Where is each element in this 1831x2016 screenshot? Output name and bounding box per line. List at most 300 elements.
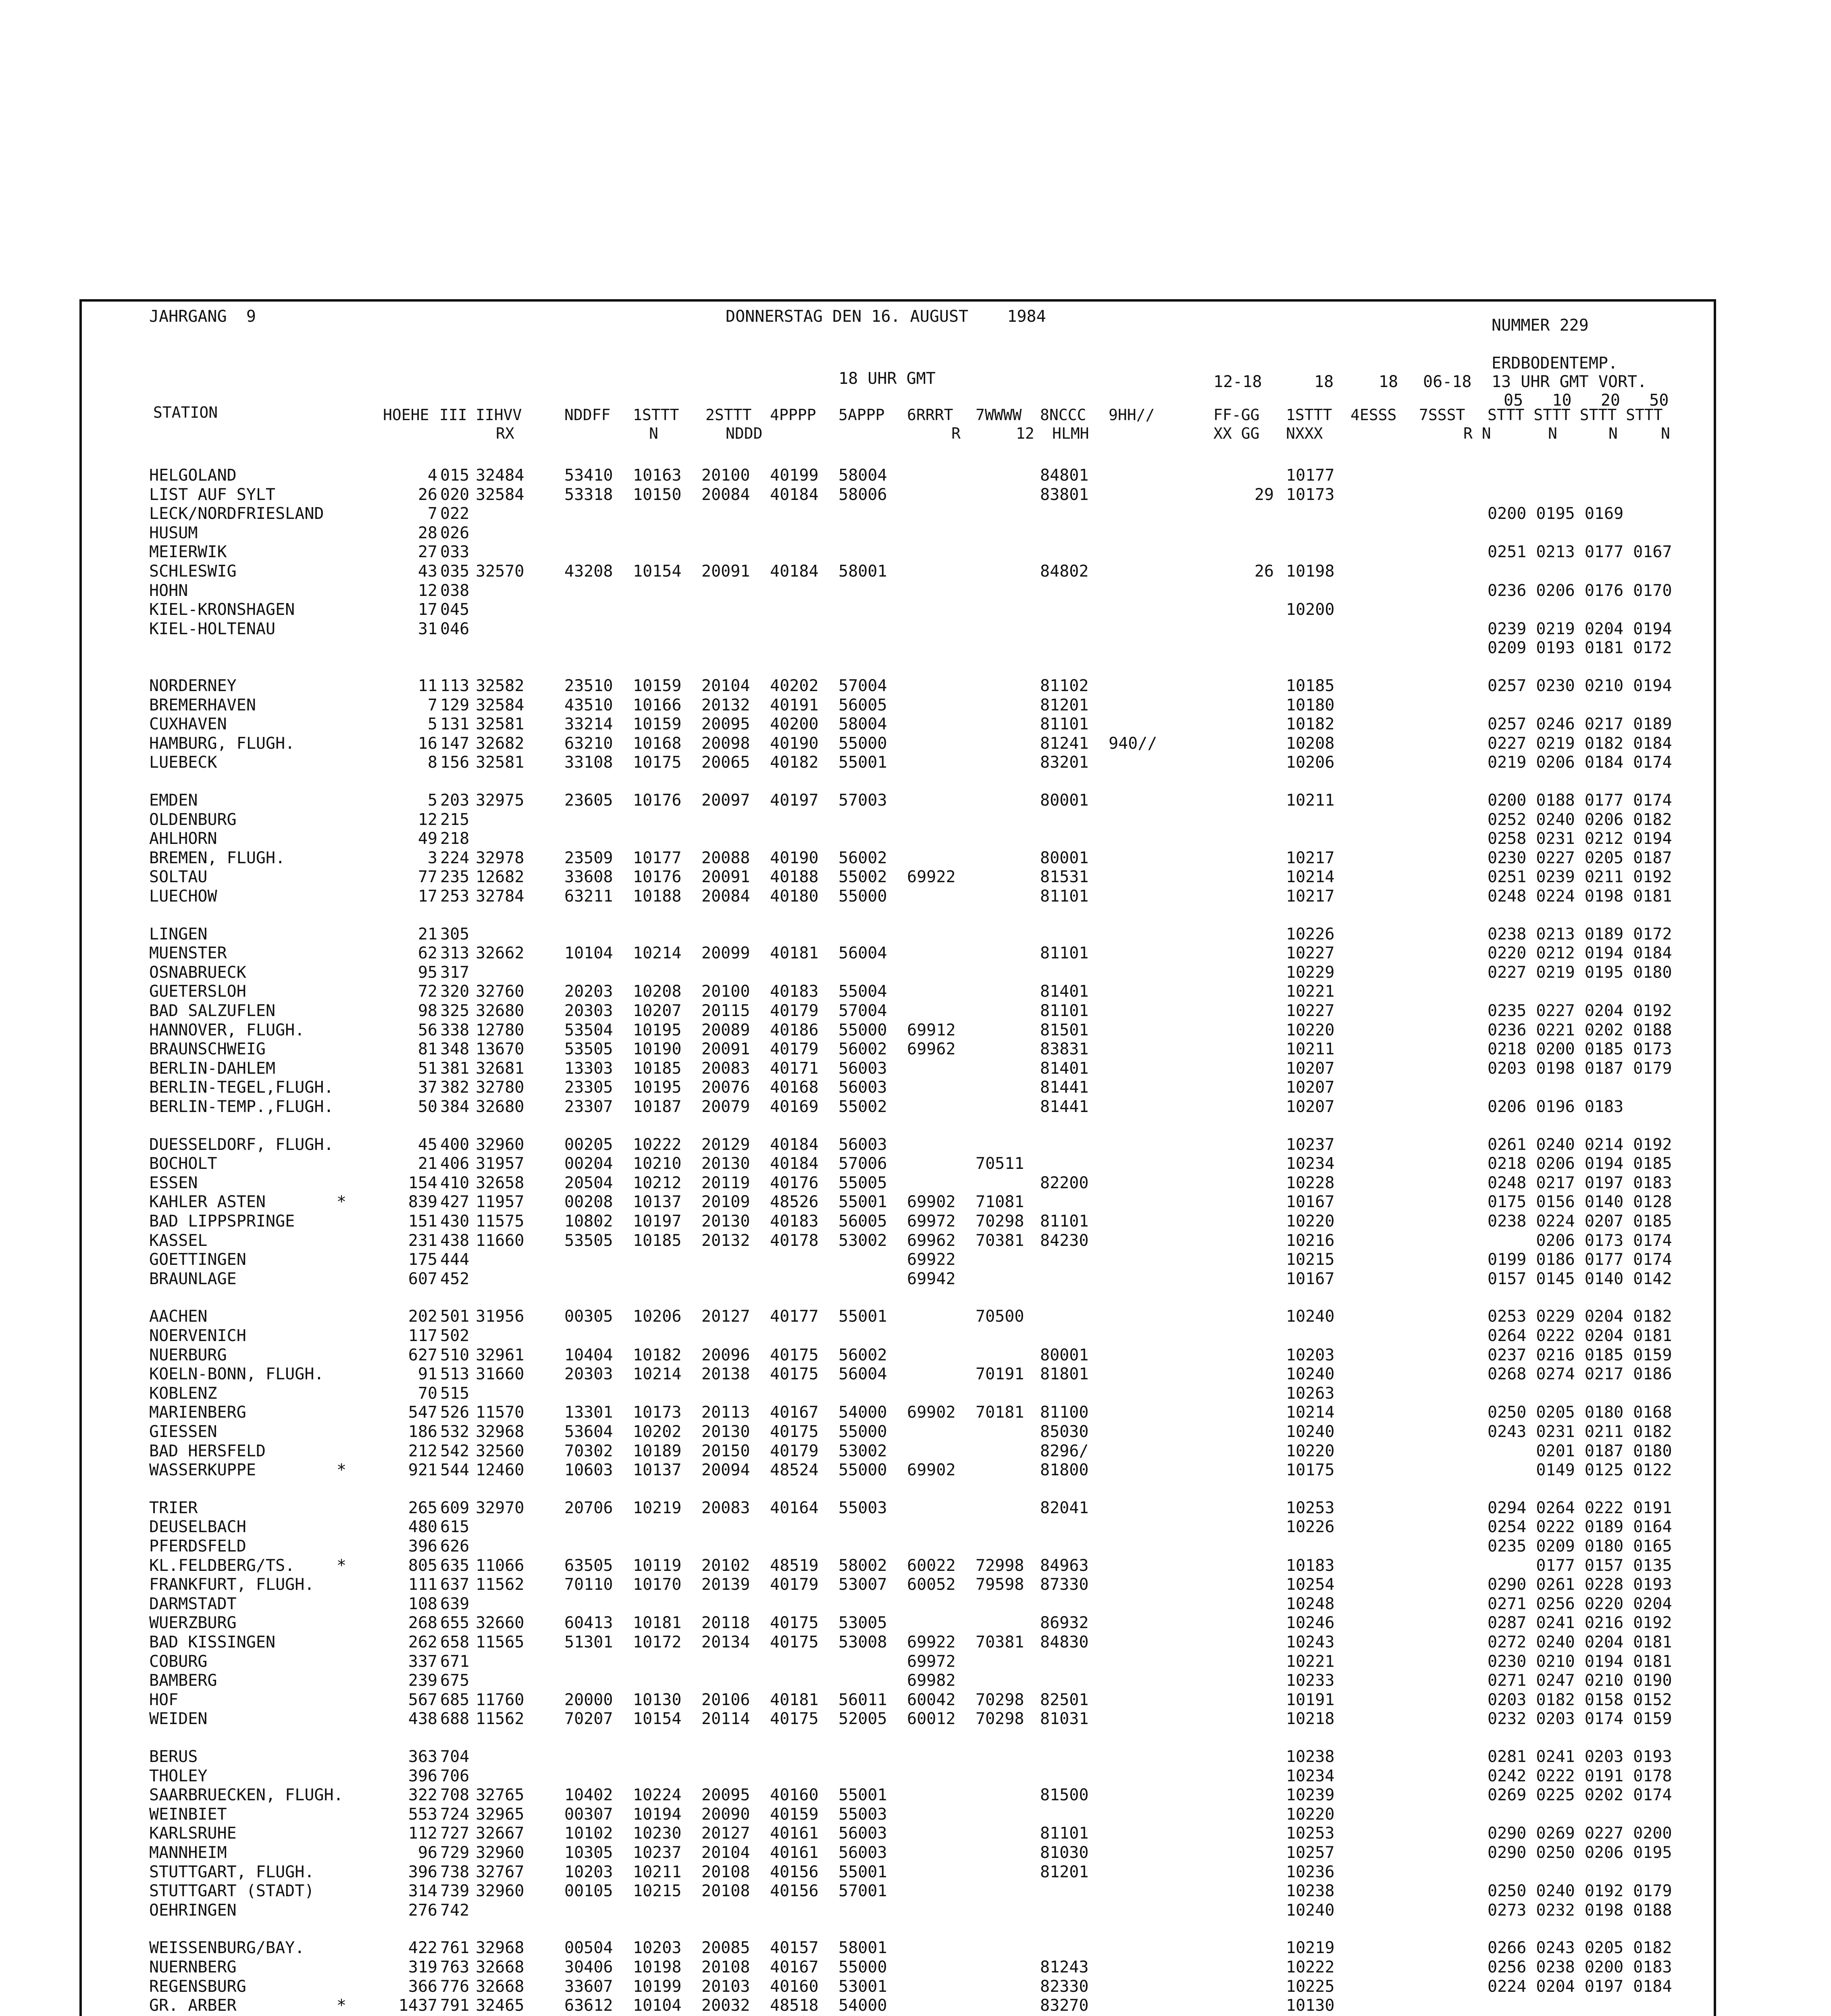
group-nddff: 00208	[564, 1193, 613, 1211]
soil-temperatures: 0235 0209 0180 0165	[1488, 1537, 1672, 1556]
group-iihvv: 32975	[476, 791, 524, 810]
group-iihvv: 32978	[476, 849, 524, 867]
station-height: 72	[418, 982, 437, 1001]
col-12: 12	[1016, 425, 1034, 442]
soil-temperatures: 0256 0238 0200 0183	[1488, 1958, 1672, 1976]
table-row	[0, 466, 1831, 485]
temp-max-min: 10207	[1286, 1059, 1335, 1078]
soil-temperatures: 0257 0230 0210 0194	[1488, 677, 1672, 695]
station-height: 62	[418, 944, 437, 962]
group-2sttt: 20104	[701, 677, 750, 695]
station-height: 17	[418, 600, 437, 619]
group-4pppp: 40156	[770, 1863, 819, 1881]
group-2sttt: 20100	[701, 982, 750, 1001]
station-name: WASSERKUPPE	[149, 1461, 256, 1479]
group-8nccc: 81531	[1040, 868, 1089, 886]
group-iihvv: 32960	[476, 1135, 524, 1154]
group-2sttt: 20083	[701, 1059, 750, 1078]
group-nddff: 70207	[564, 1710, 613, 1728]
group-2sttt: 20138	[701, 1365, 750, 1383]
group-8nccc: 81030	[1040, 1843, 1089, 1862]
group-1sttt: 10222	[633, 1135, 682, 1154]
temp-max-min: 10207	[1286, 1078, 1335, 1097]
table-row	[0, 1250, 1831, 1269]
group-1sttt: 10230	[633, 1824, 682, 1843]
group-nddff: 23305	[564, 1078, 613, 1097]
temp-max-min: 10226	[1286, 1518, 1335, 1536]
group-1sttt: 10219	[633, 1499, 682, 1517]
station-id: 384	[440, 1098, 470, 1116]
soil-temperatures: 0199 0186 0177 0174	[1488, 1250, 1672, 1269]
group-iihvv: 11066	[476, 1556, 524, 1575]
soil-temperatures: 0200 0195 0169	[1488, 504, 1624, 523]
temp-max-min: 10208	[1286, 734, 1335, 753]
soil-temperatures: 0220 0212 0194 0184	[1488, 944, 1672, 962]
temp-max-min: 10214	[1286, 1403, 1335, 1422]
table-row	[0, 600, 1831, 619]
group-iihvv: 32680	[476, 1002, 524, 1020]
station-id: 033	[440, 543, 470, 561]
station-id: 761	[440, 1939, 470, 1957]
station-id: 022	[440, 504, 470, 523]
station-height: 31	[418, 620, 437, 638]
station-height: 96	[418, 1843, 437, 1862]
group-7wwww: 70511	[976, 1154, 1024, 1173]
group-2sttt: 20130	[701, 1212, 750, 1231]
table-row	[0, 1403, 1831, 1422]
temp-max-min: 10177	[1286, 466, 1335, 485]
col-nddff: NDDFF	[564, 406, 611, 424]
group-2sttt: 20115	[701, 1002, 750, 1020]
station-height: 186	[408, 1422, 437, 1441]
soil-temperatures: 0206 0173 0174	[1488, 1231, 1672, 1250]
group-5appp: 56011	[839, 1691, 887, 1709]
soil-temperatures: 0157 0145 0140 0142	[1488, 1270, 1672, 1288]
group-5appp: 55005	[839, 1174, 887, 1192]
station-name: WEIDEN	[149, 1710, 208, 1728]
station-height: 839	[408, 1193, 437, 1211]
station-name: LUEBECK	[149, 753, 217, 772]
group-2sttt: 20084	[701, 485, 750, 504]
group-5appp: 53001	[839, 1977, 887, 1996]
soil-depths: 05 10 20 50	[1504, 391, 1669, 410]
col-nddd: NDDD	[726, 425, 763, 442]
station-height: 337	[408, 1652, 437, 1671]
station-id: 688	[440, 1710, 470, 1728]
group-5appp: 58001	[839, 562, 887, 581]
station-id: 658	[440, 1633, 470, 1652]
group-1sttt: 10185	[633, 1231, 682, 1250]
group-5appp: 56003	[839, 1843, 887, 1862]
station-name: BERUS	[149, 1747, 198, 1766]
group-nddff: 23510	[564, 677, 613, 695]
col-rx: RX	[496, 425, 514, 442]
station-height: 95	[418, 963, 437, 982]
station-id: 348	[440, 1040, 470, 1058]
station-height: 396	[408, 1767, 437, 1785]
table-row	[0, 696, 1831, 714]
table-row	[0, 1939, 1831, 1957]
group-4pppp: 48518	[770, 1996, 819, 2015]
group-1sttt: 10159	[633, 715, 682, 733]
station-name: GIESSEN	[149, 1422, 217, 1441]
group-2sttt: 20113	[701, 1403, 750, 1422]
col-9hh: 9HH//	[1109, 406, 1155, 424]
station-name: WEINBIET	[149, 1805, 227, 1824]
group-4pppp: 40175	[770, 1633, 819, 1652]
col-2sttt: 2STTT	[705, 406, 752, 424]
station-id: 406	[440, 1154, 470, 1173]
group-2sttt: 20089	[701, 1021, 750, 1039]
station-name: NORDERNEY	[149, 677, 237, 695]
group-iihvv: 12682	[476, 868, 524, 886]
temp-max-min: 10218	[1286, 1710, 1335, 1728]
group-4pppp: 48524	[770, 1461, 819, 1479]
station-height: 202	[408, 1307, 437, 1326]
col-4pppp: 4PPPP	[770, 406, 816, 424]
group-6rrrt: 69902	[907, 1461, 956, 1479]
table-row	[0, 1595, 1831, 1613]
station-height: 322	[408, 1786, 437, 1804]
station-name: ESSEN	[149, 1174, 198, 1192]
group-nddff: 60413	[564, 1614, 613, 1632]
group-2sttt: 20134	[701, 1633, 750, 1652]
group-5appp: 55000	[839, 734, 887, 753]
station-id: 020	[440, 485, 470, 504]
group-iihvv: 32767	[476, 1863, 524, 1881]
soil-temperatures: 0242 0222 0191 0178	[1488, 1767, 1672, 1785]
table-row	[0, 982, 1831, 1001]
soil-temperatures: 0236 0221 0202 0188	[1488, 1021, 1672, 1039]
gust-ffgg: 26	[1254, 562, 1274, 581]
temp-max-min: 10182	[1286, 715, 1335, 733]
soil-temperatures: 0294 0264 0222 0191	[1488, 1499, 1672, 1517]
group-nddff: 53318	[564, 485, 613, 504]
group-1sttt: 10159	[633, 677, 682, 695]
station-height: 154	[408, 1174, 437, 1192]
station-height: 480	[408, 1518, 437, 1536]
table-row	[0, 1958, 1831, 1976]
table-row	[0, 829, 1831, 848]
table-row	[0, 1805, 1831, 1824]
group-nddff: 23605	[564, 791, 613, 810]
group-2sttt: 20150	[701, 1442, 750, 1460]
temp-max-min: 10254	[1286, 1575, 1335, 1594]
group-nddff: 10404	[564, 1346, 613, 1364]
soil-temperatures: 0290 0250 0206 0195	[1488, 1843, 1672, 1862]
group-7wwww: 72998	[976, 1556, 1024, 1575]
group-1sttt: 10195	[633, 1078, 682, 1097]
group-nddff: 63612	[564, 1996, 613, 2015]
group-4pppp: 40197	[770, 791, 819, 810]
station-name: KL.FELDBERG/TS.	[149, 1556, 295, 1575]
group-7wwww: 70381	[976, 1231, 1024, 1250]
station-name: LINGEN	[149, 925, 208, 943]
group-5appp: 53007	[839, 1575, 887, 1594]
group-iihvv: 32465	[476, 1996, 524, 2015]
group-8nccc: 84230	[1040, 1231, 1089, 1250]
group-iihvv: 32968	[476, 1939, 524, 1957]
group-4pppp: 40160	[770, 1977, 819, 1996]
temp-max-min: 10220	[1286, 1442, 1335, 1460]
group-1sttt: 10187	[633, 1098, 682, 1116]
table-row	[0, 753, 1831, 772]
group-1sttt: 10189	[633, 1442, 682, 1460]
group-iihvv: 11575	[476, 1212, 524, 1231]
group-iihvv: 32667	[476, 1824, 524, 1843]
station-id: 215	[440, 810, 470, 829]
group-2sttt: 20100	[701, 466, 750, 485]
soil-temperatures: 0203 0198 0187 0179	[1488, 1059, 1672, 1078]
soil-temperatures: 0239 0219 0204 0194	[1488, 620, 1672, 638]
station-name: GUETERSLOH	[149, 982, 246, 1001]
group-1sttt: 10195	[633, 1021, 682, 1039]
group-4pppp: 40156	[770, 1882, 819, 1900]
station-id: 685	[440, 1691, 470, 1709]
group-nddff: 20303	[564, 1002, 613, 1020]
station-id: 253	[440, 887, 470, 906]
soil-temperatures: 0206 0196 0183	[1488, 1098, 1624, 1116]
group-iihvv: 32765	[476, 1786, 524, 1804]
station-height: 112	[408, 1824, 437, 1843]
group-6rrrt: 69902	[907, 1403, 956, 1422]
group-2sttt: 20139	[701, 1575, 750, 1594]
group-8nccc: 82200	[1040, 1174, 1089, 1192]
group-nddff: 00105	[564, 1882, 613, 1900]
group-iihvv: 32961	[476, 1346, 524, 1364]
soil-temperatures: 0236 0206 0176 0170	[1488, 581, 1672, 600]
col-hlmh: HLMH	[1052, 425, 1089, 442]
temp-max-min: 10248	[1286, 1595, 1335, 1613]
group-6rrrt: 69962	[907, 1040, 956, 1058]
group-iihvv: 11562	[476, 1710, 524, 1728]
group-2sttt: 20090	[701, 1805, 750, 1824]
station-id: 129	[440, 696, 470, 714]
group-5appp: 55001	[839, 1863, 887, 1881]
station-id: 738	[440, 1863, 470, 1881]
group-2sttt: 20091	[701, 868, 750, 886]
group-nddff: 00204	[564, 1154, 613, 1173]
station-id: 203	[440, 791, 470, 810]
group-5appp: 56003	[839, 1078, 887, 1097]
station-id: 742	[440, 1901, 470, 1920]
station-height: 262	[408, 1633, 437, 1652]
station-id: 430	[440, 1212, 470, 1231]
group-8nccc: 81241	[1040, 734, 1089, 753]
soil-temperatures: 0224 0204 0197 0184	[1488, 1977, 1672, 1996]
group-nddff: 20303	[564, 1365, 613, 1383]
group-nddff: 30406	[564, 1958, 613, 1976]
station-name: MANNHEIM	[149, 1843, 227, 1862]
temp-max-min: 10238	[1286, 1747, 1335, 1766]
station-name: LUECHOW	[149, 887, 217, 906]
col-7wwww: 7WWWW	[976, 406, 1022, 424]
group-1sttt: 10163	[633, 466, 682, 485]
soil-temperatures: 0251 0239 0211 0192	[1488, 868, 1672, 886]
group-8nccc: 81401	[1040, 1059, 1089, 1078]
station-height: 627	[408, 1346, 437, 1364]
group-nddff: 00205	[564, 1135, 613, 1154]
group-4pppp: 40176	[770, 1174, 819, 1192]
report-date: DONNERSTAG DEN 16. AUGUST 1984	[726, 307, 1046, 326]
temp-max-min: 10233	[1286, 1671, 1335, 1690]
station-name: TRIER	[149, 1499, 198, 1517]
group-1sttt: 10168	[633, 734, 682, 753]
group-4pppp: 40175	[770, 1346, 819, 1364]
group-iihvv: 32560	[476, 1442, 524, 1460]
station-name: SOLTAU	[149, 868, 208, 886]
group-nddff: 20504	[564, 1174, 613, 1192]
table-row	[0, 734, 1831, 753]
group-2sttt: 20032	[701, 1996, 750, 2015]
soil-temperatures: 0281 0241 0203 0193	[1488, 1747, 1672, 1766]
col-soil-sttt: STTT STTT STTT STTT	[1488, 406, 1663, 424]
group-5appp: 58004	[839, 715, 887, 733]
station-name: BRAUNLAGE	[149, 1270, 237, 1288]
group-5appp: 55001	[839, 1193, 887, 1211]
station-height: 12	[418, 810, 437, 829]
station-height: 231	[408, 1231, 437, 1250]
station-id: 510	[440, 1346, 470, 1364]
soil-temperatures: 0272 0240 0204 0181	[1488, 1633, 1672, 1652]
station-id: 704	[440, 1747, 470, 1766]
table-row	[0, 1786, 1831, 1804]
soil-temperatures: 0175 0156 0140 0128	[1488, 1193, 1672, 1211]
col-n: N	[649, 425, 658, 442]
group-1sttt: 10154	[633, 1710, 682, 1728]
group-2sttt: 20130	[701, 1154, 750, 1173]
group-5appp: 55000	[839, 1021, 887, 1039]
station-height: 268	[408, 1614, 437, 1632]
table-row	[0, 1021, 1831, 1039]
temp-max-min: 10175	[1286, 1461, 1335, 1479]
station-id: 609	[440, 1499, 470, 1517]
group-8nccc: 81101	[1040, 715, 1089, 733]
group-nddff: 33214	[564, 715, 613, 733]
group-iihvv: 31956	[476, 1307, 524, 1326]
station-id: 235	[440, 868, 470, 886]
group-1sttt: 10203	[633, 1939, 682, 1957]
group-4pppp: 40171	[770, 1059, 819, 1078]
soil-temperatures: 0201 0187 0180	[1488, 1442, 1672, 1460]
group-2sttt: 20103	[701, 1977, 750, 1996]
group-iihvv: 12780	[476, 1021, 524, 1039]
table-row	[0, 1710, 1831, 1728]
group-4pppp: 40202	[770, 677, 819, 695]
group-1sttt: 10119	[633, 1556, 682, 1575]
station-id: 224	[440, 849, 470, 867]
station-id: 131	[440, 715, 470, 733]
group-6rrrt: 69922	[907, 1633, 956, 1652]
group-8nccc: 80001	[1040, 791, 1089, 810]
group-5appp: 55001	[839, 753, 887, 772]
group-4pppp: 40160	[770, 1786, 819, 1804]
group-1sttt: 10207	[633, 1002, 682, 1020]
group-2sttt: 20091	[701, 1040, 750, 1058]
group-4pppp: 40175	[770, 1614, 819, 1632]
group-5appp: 58004	[839, 466, 887, 485]
group-iihvv: 32658	[476, 1174, 524, 1192]
group-8nccc: 86932	[1040, 1614, 1089, 1632]
hour-18-a: 18	[1314, 373, 1334, 391]
temp-max-min: 10211	[1286, 1040, 1335, 1058]
group-1sttt: 10237	[633, 1843, 682, 1862]
group-4pppp: 40183	[770, 1212, 819, 1231]
soil-temperatures: 0238 0213 0189 0172	[1488, 925, 1672, 943]
table-row	[0, 1633, 1831, 1652]
group-iihvv: 32960	[476, 1843, 524, 1862]
group-5appp: 53002	[839, 1231, 887, 1250]
soil-temperatures: 0271 0247 0210 0190	[1488, 1671, 1672, 1690]
group-1sttt: 10214	[633, 1365, 682, 1383]
group-nddff: 33608	[564, 868, 613, 886]
station-name: BAD LIPPSPRINGE	[149, 1212, 295, 1231]
station-id: 438	[440, 1231, 470, 1250]
table-row	[0, 1691, 1831, 1709]
station-id: 739	[440, 1882, 470, 1900]
station-id: 542	[440, 1442, 470, 1460]
col-1sttt-b: 1STTT	[1286, 406, 1332, 424]
soil-temperatures: 0251 0213 0177 0167	[1488, 543, 1672, 561]
group-5appp: 55000	[839, 1958, 887, 1976]
group-2sttt: 20095	[701, 715, 750, 733]
group-2sttt: 20083	[701, 1499, 750, 1517]
col-nxxx: NXXX	[1286, 425, 1323, 442]
table-row	[0, 543, 1831, 561]
station-height: 45	[418, 1135, 437, 1154]
soil-temperatures: 0258 0231 0212 0194	[1488, 829, 1672, 848]
group-iihvv: 32581	[476, 715, 524, 733]
soil-temperatures: 0250 0205 0180 0168	[1488, 1403, 1672, 1422]
group-6rrrt: 69922	[907, 1250, 956, 1269]
soil-temperatures: 0230 0227 0205 0187	[1488, 849, 1672, 867]
station-id: 706	[440, 1767, 470, 1785]
group-8nccc: 81101	[1040, 944, 1089, 962]
col-ffgg: FF-GG	[1213, 406, 1260, 424]
station-name: SAARBRUECKEN, FLUGH.	[149, 1786, 343, 1804]
group-nddff: 43208	[564, 562, 613, 581]
group-7wwww: 71081	[976, 1193, 1024, 1211]
station-name: KIEL-HOLTENAU	[149, 620, 276, 638]
group-2sttt: 20079	[701, 1098, 750, 1116]
station-name: KARLSRUHE	[149, 1824, 237, 1843]
temp-max-min: 10200	[1286, 600, 1335, 619]
station-height: 314	[408, 1882, 437, 1900]
group-2sttt: 20095	[701, 1786, 750, 1804]
group-2sttt: 20065	[701, 753, 750, 772]
station-height: 11	[418, 677, 437, 695]
station-name: BAD SALZUFLEN	[149, 1002, 276, 1020]
table-row	[0, 581, 1831, 600]
station-name: HOF	[149, 1691, 179, 1709]
group-5appp: 56002	[839, 1040, 887, 1058]
group-5appp: 55001	[839, 1307, 887, 1326]
temp-max-min: 10227	[1286, 1002, 1335, 1020]
soil-temperatures: 0248 0217 0197 0183	[1488, 1174, 1672, 1192]
group-nddff: 00307	[564, 1805, 613, 1824]
table-row	[0, 944, 1831, 962]
group-8nccc: 80001	[1040, 849, 1089, 867]
station-name: BAD HERSFELD	[149, 1442, 266, 1460]
group-2sttt: 20129	[701, 1135, 750, 1154]
mountain-marker: *	[337, 1461, 347, 1479]
group-1sttt: 10104	[633, 1996, 682, 2015]
station-height: 366	[408, 1977, 437, 1996]
soil-temperatures: 0248 0224 0198 0181	[1488, 887, 1672, 906]
col-1sttt: 1STTT	[633, 406, 679, 424]
group-4pppp: 40181	[770, 1691, 819, 1709]
station-name: WEISSENBURG/BAY.	[149, 1939, 305, 1957]
